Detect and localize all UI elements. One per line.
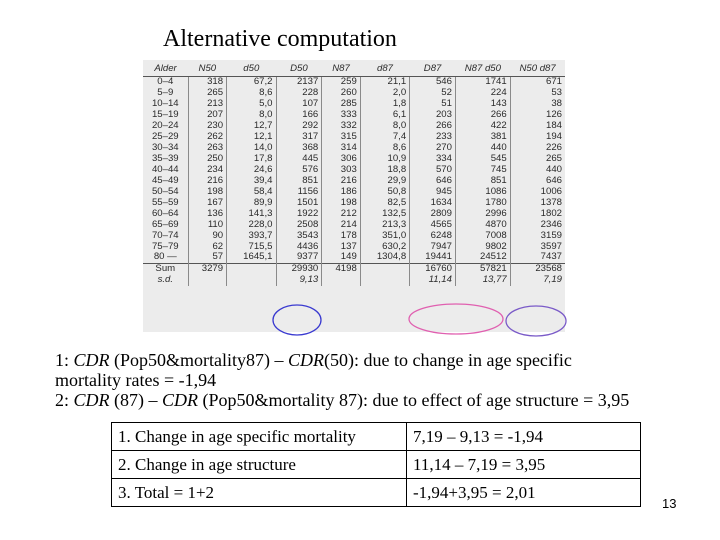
table-cell: 1086 <box>455 186 510 197</box>
table-cell: 82,5 <box>360 197 409 208</box>
table-cell: 2137 <box>276 77 322 88</box>
table-cell: 306 <box>322 154 361 165</box>
table-cell: 107 <box>276 99 322 110</box>
table-cell: 216 <box>322 175 361 186</box>
table-cell: 12,1 <box>227 132 276 143</box>
table-cell: 671 <box>545 76 562 88</box>
table-cell: 214 <box>322 219 361 230</box>
table-cell: 266 <box>410 121 456 132</box>
table-cell: 11,14 <box>410 275 456 286</box>
table-cell: 265 <box>545 153 562 165</box>
col-header-d87-rate: d87 <box>360 60 409 77</box>
table-cell: 166 <box>276 110 322 121</box>
table-cell: 143 <box>455 99 510 110</box>
table-cell: 1645,1 <box>227 252 276 263</box>
table-cell: 62 <box>188 241 227 252</box>
table-cell: 3597 <box>540 240 562 252</box>
table-cell: 228,0 <box>227 219 276 230</box>
table-cell: 55–59 <box>143 197 188 208</box>
table-cell: 132,5 <box>360 208 409 219</box>
result-label: 3. Total = 1+2 <box>112 479 407 507</box>
table-cell: 1,8 <box>360 99 409 110</box>
table-cell: 265 <box>188 88 227 99</box>
table-cell: 6248 <box>410 230 456 241</box>
table-row <box>143 165 565 176</box>
table-cell: 7,19 <box>543 274 562 286</box>
table-cell: 198 <box>322 197 361 208</box>
page-number: 13 <box>662 496 677 511</box>
scanned-mortality-table <box>143 60 565 332</box>
table-cell: 314 <box>322 143 361 154</box>
table-cell: 1501 <box>276 197 322 208</box>
table-cell: 1006 <box>540 185 562 197</box>
table-cell: 1741 <box>455 77 510 88</box>
table-cell <box>227 263 276 274</box>
table-row <box>143 110 565 121</box>
table-cell: 80 — <box>143 252 188 263</box>
table-cell: 184 <box>545 120 562 132</box>
table-cell <box>360 275 409 286</box>
violet-highlight-ellipse <box>503 304 569 338</box>
pink-highlight-ellipse <box>406 301 506 337</box>
table-cell: 25–29 <box>143 132 188 143</box>
table-cell: 381 <box>455 132 510 143</box>
table-cell: 90 <box>188 230 227 241</box>
table-cell: 60–64 <box>143 208 188 219</box>
table-cell: 198 <box>188 186 227 197</box>
table-cell: 422 <box>455 121 510 132</box>
table-cell: 58,4 <box>227 186 276 197</box>
result-row-mortality <box>112 423 641 451</box>
table-cell: 3543 <box>276 230 322 241</box>
table-cell: 30–34 <box>143 143 188 154</box>
table-cell: 8,6 <box>227 88 276 99</box>
table-cell: 203 <box>410 110 456 121</box>
slide-title: Alternative computation <box>163 26 397 52</box>
table-cell: 546 <box>410 77 456 88</box>
table-cell: 8,0 <box>360 121 409 132</box>
col-header-d50-deaths: D50 <box>276 60 322 77</box>
table-row <box>143 197 565 208</box>
table-cell: 136 <box>188 208 227 219</box>
table-cell: 19441 <box>410 252 456 263</box>
table-row <box>143 88 565 99</box>
table-cell: 75–79 <box>143 241 188 252</box>
col-header-d50-rate: d50 <box>227 60 276 77</box>
table-cell: 1922 <box>276 208 322 219</box>
col-header-n87: N87 <box>322 60 361 77</box>
table-cell <box>322 275 361 286</box>
table-cell: 715,5 <box>227 241 276 252</box>
table-cell: 445 <box>276 154 322 165</box>
table-cell: 67,2 <box>227 77 276 88</box>
table-cell: 8,6 <box>360 143 409 154</box>
table-cell: 212 <box>322 208 361 219</box>
table-cell: 3159 <box>540 229 562 241</box>
table-cell <box>227 275 276 286</box>
table-cell: 57 <box>188 252 227 263</box>
table-row <box>143 208 565 219</box>
table-cell: 216 <box>188 175 227 186</box>
table-cell: 368 <box>276 143 322 154</box>
table-cell: 351,0 <box>360 230 409 241</box>
table-cell: 167 <box>188 197 227 208</box>
table-cell: 646 <box>545 174 562 186</box>
table-cell: 234 <box>188 165 227 176</box>
table-cell: 50,8 <box>360 186 409 197</box>
table-cell: 230 <box>188 121 227 132</box>
table-cell: 1304,8 <box>360 252 409 263</box>
table-cell: 262 <box>188 132 227 143</box>
table-cell: 317 <box>276 132 322 143</box>
table-cell: 1378 <box>540 196 562 208</box>
result-label: 1. Change in age specific mortality <box>112 423 407 451</box>
table-cell: 1634 <box>410 197 456 208</box>
table-cell: 17,8 <box>227 154 276 165</box>
table-cell: Sum <box>143 263 188 274</box>
explanation-text <box>55 350 629 410</box>
decomposition-results-table <box>111 422 641 507</box>
col-header-n50-d87: N50 d87 <box>510 60 565 77</box>
table-cell: 2809 <box>410 208 456 219</box>
table-cell: 45–49 <box>143 175 188 186</box>
table-row <box>143 154 565 165</box>
table-cell: 10,9 <box>360 154 409 165</box>
table-cell: 16760 <box>410 263 456 274</box>
table-cell: 52 <box>410 88 456 99</box>
table-cell: 141,3 <box>227 208 276 219</box>
table-cell: 2,0 <box>360 88 409 99</box>
table-cell: 24512 <box>455 252 510 263</box>
table-cell: 13,77 <box>455 275 510 286</box>
table-cell: 20–24 <box>143 121 188 132</box>
table-cell: 29930 <box>276 263 322 274</box>
col-header-age: Alder <box>143 60 188 77</box>
table-sum-row <box>143 263 565 274</box>
table-cell: 50–54 <box>143 186 188 197</box>
table-cell: 233 <box>410 132 456 143</box>
table-cell: 7008 <box>455 230 510 241</box>
table-cell: 10–14 <box>143 99 188 110</box>
table-cell: 266 <box>455 110 510 121</box>
table-cell: 38 <box>551 98 562 110</box>
table-cell: 440 <box>545 163 562 175</box>
explanation-line-1: 1: CDR (Pop50&mortality87) – CDR(50): due to change in age specific <box>55 350 572 370</box>
table-cell: 851 <box>276 175 322 186</box>
table-row <box>143 121 565 132</box>
table-cell: 5,0 <box>227 99 276 110</box>
table-cell: 393,7 <box>227 230 276 241</box>
table-cell: 4870 <box>455 219 510 230</box>
explanation-line-3: 2: CDR (87) – CDR (Pop50&mortality 87): due to effect of age structure = 3,95 <box>55 390 630 410</box>
table-cell: 6,1 <box>360 110 409 121</box>
table-cell: 745 <box>455 165 510 176</box>
table-cell: 7,4 <box>360 132 409 143</box>
result-value: 7,19 – 9,13 = -1,94 <box>407 423 641 451</box>
col-header-n50: N50 <box>188 60 227 77</box>
table-cell: 260 <box>322 88 361 99</box>
table-row <box>143 132 565 143</box>
table-cell: 3279 <box>188 263 227 274</box>
cdr-italic: CDR <box>288 350 325 370</box>
table-cell: 7947 <box>410 241 456 252</box>
table-cell: 137 <box>322 241 361 252</box>
table-cell: 207 <box>188 110 227 121</box>
table-cell: 250 <box>188 154 227 165</box>
table-cell: 2508 <box>276 219 322 230</box>
cdr-italic: CDR <box>73 350 110 370</box>
table-cell: 12,7 <box>227 121 276 132</box>
table-row <box>143 186 565 197</box>
table-cell: 1780 <box>455 197 510 208</box>
table-cell: 4565 <box>410 219 456 230</box>
table-cell: 39,4 <box>227 175 276 186</box>
table-cell: 851 <box>455 175 510 186</box>
table-cell: 224 <box>455 88 510 99</box>
table-cell: 18,8 <box>360 165 409 176</box>
cdr-italic: CDR <box>162 390 199 410</box>
table-cell: 149 <box>322 252 361 263</box>
table-cell: 89,9 <box>227 197 276 208</box>
table-cell: 9802 <box>455 241 510 252</box>
table-cell: 186 <box>322 186 361 197</box>
mortality-data-table <box>143 60 565 286</box>
table-cell: 576 <box>276 165 322 176</box>
table-cell: 126 <box>545 109 562 121</box>
table-cell: 53 <box>551 87 562 99</box>
table-cell: 4436 <box>276 241 322 252</box>
table-cell: 70–74 <box>143 230 188 241</box>
result-row-age-structure <box>112 451 641 479</box>
table-cell: 51 <box>410 99 456 110</box>
table-cell: 4198 <box>322 263 361 274</box>
table-cell: 194 <box>545 131 562 143</box>
table-cell <box>360 263 409 274</box>
table-cell: 213,3 <box>360 219 409 230</box>
table-cell: 35–39 <box>143 154 188 165</box>
table-cell: 315 <box>322 132 361 143</box>
table-cell: s.d. <box>143 275 188 286</box>
table-cell: 1802 <box>540 207 562 219</box>
table-cell: 1156 <box>276 186 322 197</box>
table-row <box>143 252 565 263</box>
table-cell: 570 <box>410 165 456 176</box>
table-cell: 8,0 <box>227 110 276 121</box>
table-row <box>143 77 565 88</box>
table-cell: 23568 <box>510 263 565 274</box>
table-cell: 7437 <box>540 251 562 263</box>
table-cell: 65–69 <box>143 219 188 230</box>
table-cell: 2996 <box>455 208 510 219</box>
table-cell: 259 <box>322 77 361 88</box>
table-row <box>143 143 565 154</box>
table-cell: 303 <box>322 165 361 176</box>
result-value: 11,14 – 7,19 = 3,95 <box>407 451 641 479</box>
table-cell: 270 <box>410 143 456 154</box>
result-row-total <box>112 479 641 507</box>
table-cell: 57821 <box>455 263 510 274</box>
table-cell: 178 <box>322 230 361 241</box>
table-cell: 332 <box>322 121 361 132</box>
table-row <box>143 175 565 186</box>
table-header-row <box>143 60 565 77</box>
table-cell: 14,0 <box>227 143 276 154</box>
cdr-italic: CDR <box>73 390 110 410</box>
table-cell <box>188 275 227 286</box>
table-cell: 285 <box>322 99 361 110</box>
table-row <box>143 230 565 241</box>
blue-highlight-ellipse <box>271 303 323 337</box>
table-row <box>143 99 565 110</box>
table-cell: 9,13 <box>276 275 322 286</box>
table-cell: 5–9 <box>143 88 188 99</box>
result-value: -1,94+3,95 = 2,01 <box>407 479 641 507</box>
table-cell: 334 <box>410 154 456 165</box>
col-header-n87-d50: N87 d50 <box>455 60 510 77</box>
table-cell: 2346 <box>540 218 562 230</box>
table-row <box>143 219 565 230</box>
table-cell: 29,9 <box>360 175 409 186</box>
table-cell: 110 <box>188 219 227 230</box>
result-label: 2. Change in age structure <box>112 451 407 479</box>
table-cell: 213 <box>188 99 227 110</box>
table-cell: 333 <box>322 110 361 121</box>
table-cell: 263 <box>188 143 227 154</box>
table-row <box>143 241 565 252</box>
table-cell: 9377 <box>276 252 322 263</box>
table-cell: 545 <box>455 154 510 165</box>
table-cell: 40–44 <box>143 165 188 176</box>
table-cell: 630,2 <box>360 241 409 252</box>
table-cell: 292 <box>276 121 322 132</box>
table-cell: 24,6 <box>227 165 276 176</box>
table-cell: 646 <box>410 175 456 186</box>
table-cell: 15–19 <box>143 110 188 121</box>
table-cell: 21,1 <box>360 77 409 88</box>
table-cell: 226 <box>545 142 562 154</box>
col-header-d87-deaths: D87 <box>410 60 456 77</box>
table-sd-row <box>143 275 565 286</box>
explanation-line-2: mortality rates = -1,94 <box>55 370 217 390</box>
table-cell: 945 <box>410 186 456 197</box>
table-cell: 228 <box>276 88 322 99</box>
table-cell: 0–4 <box>143 77 188 88</box>
table-cell: 318 <box>188 77 227 88</box>
table-cell: 440 <box>455 143 510 154</box>
